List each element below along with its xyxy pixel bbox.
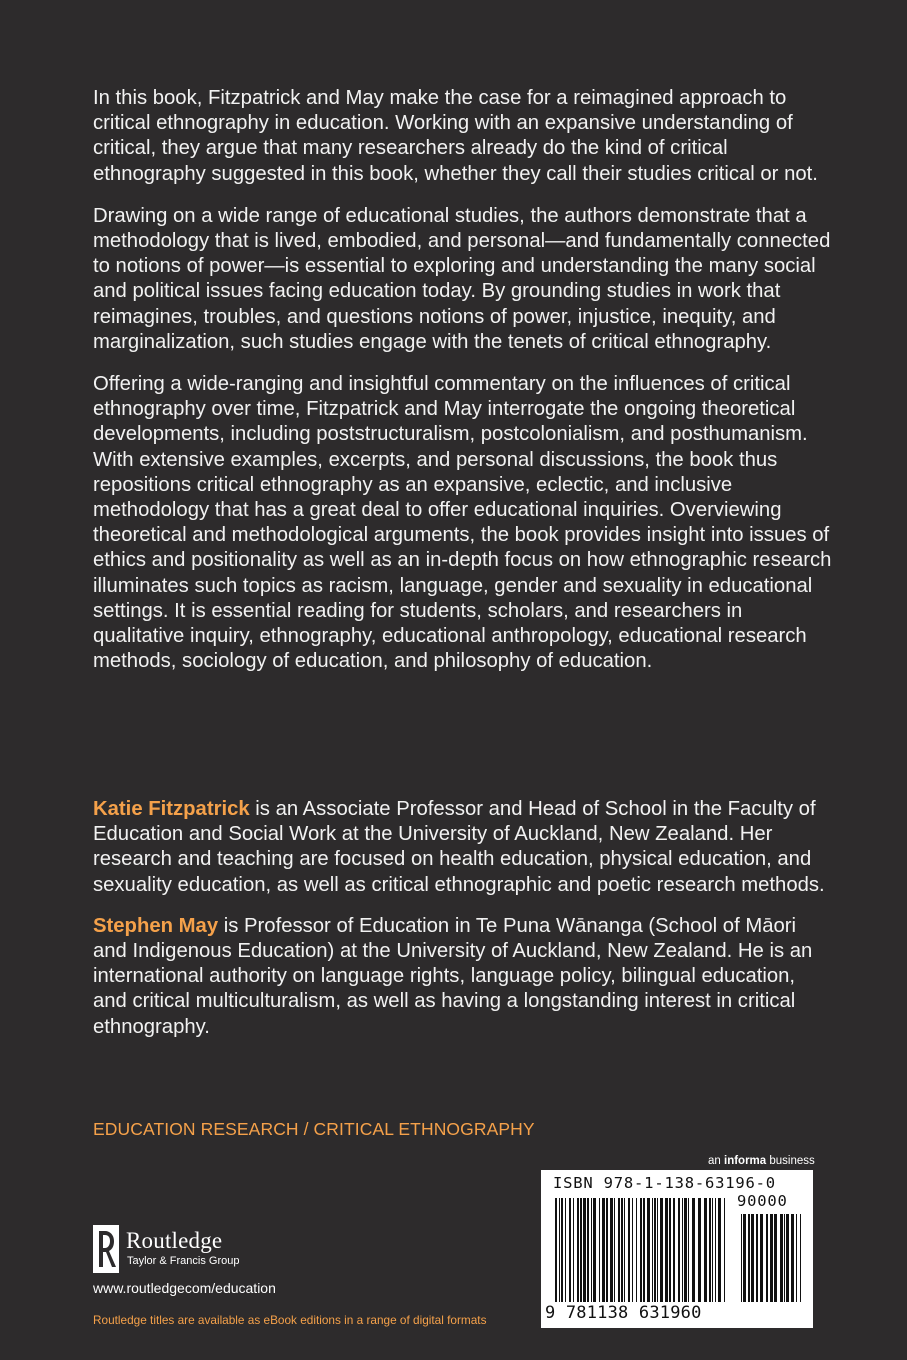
author-bio-fitzpatrick bbox=[93, 797, 833, 898]
informa-brand: informa bbox=[724, 1155, 767, 1167]
author-bio-may bbox=[93, 914, 833, 1040]
publisher-url[interactable]: www.routledgecom/education bbox=[93, 1280, 276, 1296]
description-paragraph-2: Drawing on a wide range of educational studies, the authors demonstrate that a methodology that is lived, embodied, and personal—and fundamentally connected to notions of power—is essential to exploring and understanding the many social and political issues facing education today. By grounding studies in work that reimagines, troubles, and questions notions of power, injustice, inequity, and marginalization, such studies engage with the tenets of critical ethnography. bbox=[93, 204, 831, 353]
author-name: Stephen May bbox=[93, 914, 219, 937]
informa-suffix: business bbox=[766, 1155, 815, 1167]
routledge-r-icon bbox=[93, 1225, 119, 1273]
author-bio-text: is Professor of Education in Te Puna Wānanga (School of Māori and Indigenous Education) at the University of Auckland, New Zealand. He is an international authority on language rights, language policy, bilingual education, and critical multiculturalism, as well as having a longstanding interest in critical ethnography. bbox=[93, 914, 813, 1038]
informa-prefix: an bbox=[708, 1155, 724, 1167]
author-name: Katie Fitzpatrick bbox=[93, 798, 250, 820]
subject-category: EDUCATION RESEARCH / CRITICAL ETHNOGRAPHY bbox=[93, 1119, 535, 1139]
publisher-group: Taylor & Francis Group bbox=[127, 1255, 240, 1267]
ebook-note: Routledge titles are available as eBook editions in a range of digital formats bbox=[93, 1313, 487, 1327]
author-bio-text: is an Associate Professor and Head of School in the Faculty of Education and Social Work at the University of Auckland, New Zealand. Her research and teaching are focused on health education, physical education, and sexuality education, as well as critical ethnographic and poetic research methods. bbox=[93, 798, 825, 896]
publisher-name: Routledge bbox=[126, 1228, 223, 1253]
price-code: 90000 bbox=[737, 1192, 788, 1210]
isbn-barcode bbox=[541, 1170, 813, 1328]
isbn-label: ISBN 978-1-138-63196-0 bbox=[553, 1174, 776, 1192]
description-paragraph-1: In this book, Fitzpatrick and May make the case for a reimagined approach to critical ethnography in education. Working with an expansive understanding of critical, they argue that many researchers already do the kind of critical ethnography suggested in this book, whether they call their studies critical or not. bbox=[93, 87, 818, 185]
book-description bbox=[93, 86, 833, 691]
description-paragraph-3: Offering a wide-ranging and insightful commentary on the influences of critical ethnography over time, Fitzpatrick and May interrogate the ongoing theoretical developments, including poststructuralism, postcolonialism, and posthumanism. With extensive examples, excerpts, and personal discussions, the book thus repositions critical ethnography as an expansive, eclectic, and inclusive methodology that has a great deal to offer educational inquiries. Overviewing theoretical and methodological arguments, the book provides insight into issues of ethics and positionality as well as an in-depth focus on how ethnographic research illuminates such topics as racism, language, gender and sexuality in educational settings. It is essential reading for students, scholars, and researchers in qualitative inquiry, ethnography, educational anthropology, educational research methods, sociology of education, and philosophy of education. bbox=[93, 373, 832, 673]
barcode-digits: 9 781138 631960 bbox=[545, 1303, 702, 1323]
author-bios bbox=[93, 797, 833, 1056]
routledge-logo bbox=[93, 1225, 353, 1271]
informa-tagline bbox=[708, 1155, 815, 1167]
